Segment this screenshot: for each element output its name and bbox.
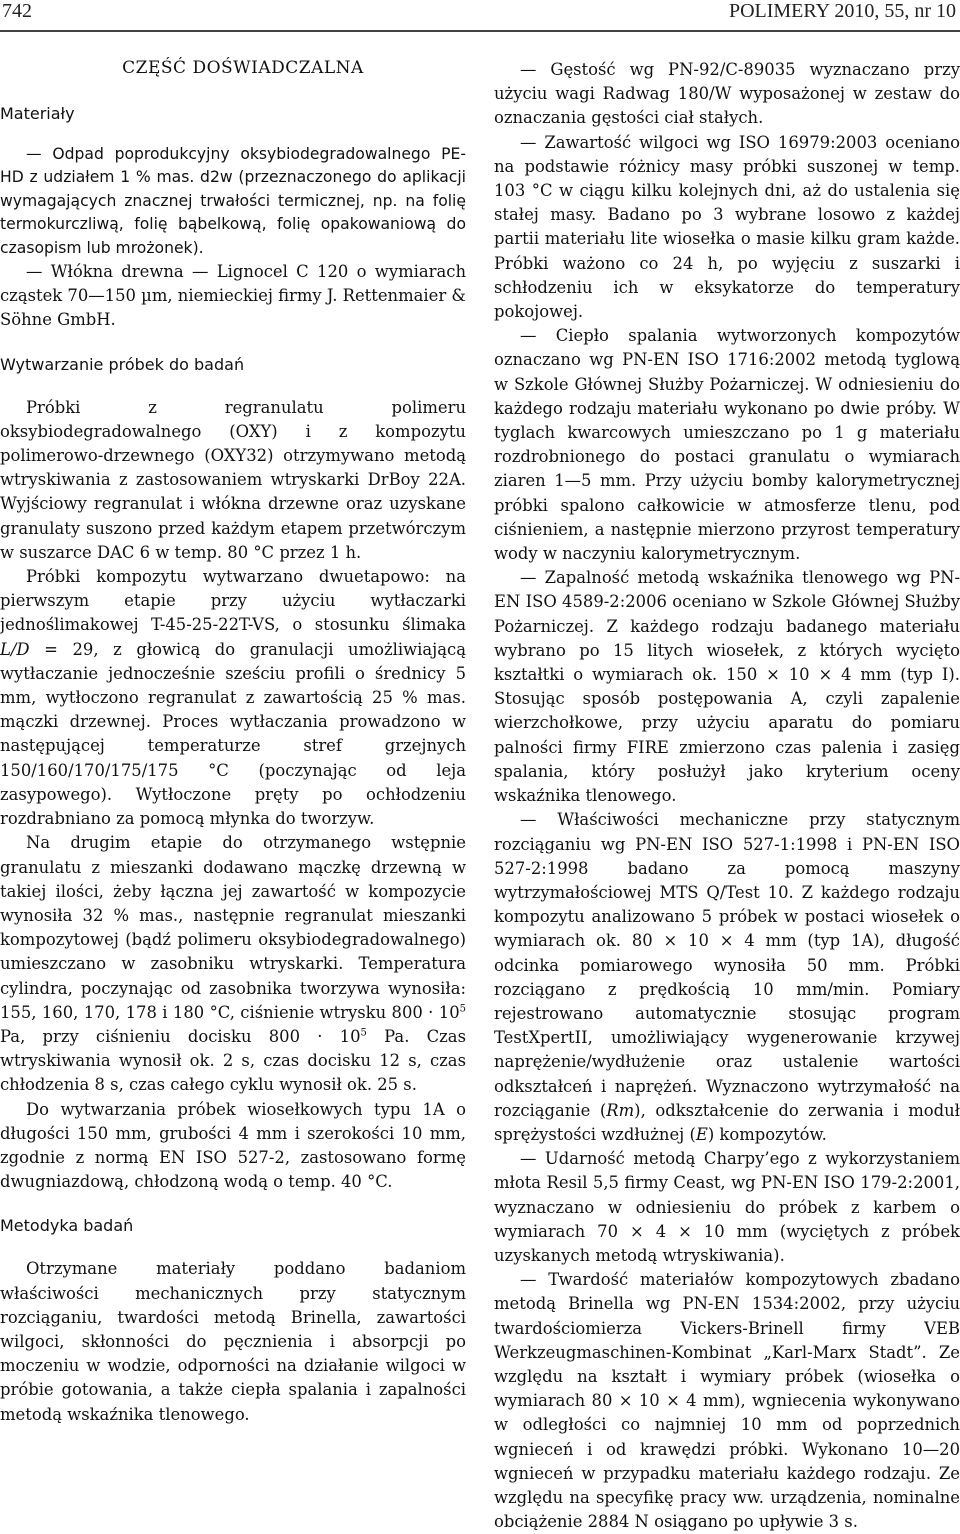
- journal-citation: POLIMERY 2010, 55, nr 10: [728, 0, 956, 22]
- heat-of-combustion-paragraph: — Ciepło spalania wytworzonych kompozytów oznaczano wg PN-EN ISO 1716:2002 metodą tyglową w Szkole Głównej Służby Pożarniczej. W odniesieniu do każdego rodzaju materiału wykonano po dwie próby. W tyglach kwarcowych umieszczano po 1 g materiału rozdrobnionego do postaci granulatu o wymiarach ziaren 1—5 mm. Przy użyciu bomby kalorymetrycznej próbki spalono całkowicie w atmosferze tlenu, pod ciśnieniem, a następnie mierzono przyrost temperatury wody w naczyniu kalorymetrycznym.: [494, 326, 960, 564]
- samples-paragraph-3: Na drugim etapie do otrzymanego wstępnie granulatu z mieszanki dodawano mączkę drzewną w takiej ilości, żeby łączna jej zawartość w kompozycie wynosiła 32 % mas., następnie regranulat mieszanki kompozytowej (bądź polimeru oksybiodegradowalnego) umieszczano w zasobniku wtryskarki. Temperatura cylindra, poczynając od zasobnika tworzywa wynosiła: 155, 160, 170, 178 i 180 °C, ciśnienie wtrysku $800 \cdot 10^5$ Pa, przy ciśnieniu docisku $800 \cdot 10^5$ Pa. Czas wtryskiwania wynosił ok. 2 s, czas docisku 12 s, czas chłodzenia 8 s, czas całego cyklu wynosił ok. 25 s.: [0, 833, 466, 1095]
- page-number: 742: [2, 0, 32, 22]
- tensile-properties-paragraph: — Właściwości mechaniczne przy statycznym rozciąganiu wg PN-EN ISO 527-1:1998 i PN-EN ISO 527-2:1998 badano za pomocą maszyny wytrzymałościowej MTS Q/Test 10. Z każdego rodzaju kompozytu analizowano 5 próbek w postaci wiosełek o wymiarach ok. 80 × 10 × 4 mm (typ 1A), długość odcinka pomiarowego wynosiła 50 mm. Próbki rozciągano z prędkością 10 mm/min. Pomiary rejestrowano automatycznie stosując program TestXpertII, umożliwiający wygenerowanie krzywej naprężenie/wydłużenie oraz ustalenie wartości odkształceń i naprężeń. Wyznaczono wytrzymałość na rozciąganie (Rm), odkształcenie do zerwania i moduł sprężystości wzdłużnej (E) kompozytów.: [494, 810, 960, 1144]
- moisture-paragraph: — Zawartość wilgoci wg ISO 16979:2003 oceniano na podstawie różnicy masy próbki suszonej w temp. 103 °C w ciągu kilku kolejnych dni, aż do ustalenia się stałej masy. Badano po 3 wybrane losowo z każdej partii materiału lite wiosełka o masie kilku gram każde. Próbki ważono co 24 h, po wyjęciu z suszarki i schłodzeniu ich w eksykatorze do temperatury pokojowej.: [494, 132, 960, 322]
- header-rule: [0, 30, 960, 32]
- density-paragraph: — Gęstość wg PN-92/C-89035 wyznaczano przy użyciu wagi Radwag 180/W wyposażonej w zestaw do oznaczania gęstości ciał stałych.: [494, 60, 960, 128]
- impact-strength-paragraph: — Udarność metodą Charpy’ego z wykorzystaniem młota Resil 5,5 firmy Ceast, wg PN-EN ISO 179-2:2001, wyznaczano w odniesieniu do próbek z karbem o wymiarach 70 × 4 × 10 mm (wyciętych z próbek uzyskanych metodą wtryskiwania).: [494, 1149, 960, 1265]
- materials-paragraph-1: — Odpad poprodukcyjny oksybiodegradowalnego PE-HD z udziałem 1 % mas. d2w (przeznaczonego do aplikacji wymagających znacznej trwałości termicznej, np. na folię termokurczliwą, folię bąbelkową, folię opakowaniową do czasopism lub mrożonek).: [0, 145, 466, 257]
- materials-heading: Materiały: [0, 104, 75, 123]
- samples-paragraph-4: Do wytwarzania próbek wiosełkowych typu 1A o długości 150 mm, grubości 4 mm i szerokości 10 mm, zgodnie z normą EN ISO 527-2, zastosowano formę dwugniazdową, chłodzoną wodą o temp. 40 °C.: [0, 1099, 466, 1192]
- samples-paragraph-2: Próbki kompozytu wytwarzano dwuetapowo: na pierwszym etapie przy użyciu wytłaczarki jednoślimakowej T-45-25-22T-VS, o stosunku ślimaka L/D = 29, z głowicą do granulacji umożliwiającą wytłaczanie jednocześnie sześciu profili o średnicy 5 mm, wytłoczono regranulat z zawartością 25 % mas. mączki drzewnej. Proces wytłaczania prowadzono w następującej temperaturze stref grzejnych 150/160/170/175/175 °C (poczynając od leja zasypowego). Wytłoczone pręty po ochłodzeniu rozdrabniano za pomocą młynka do tworzyw.: [0, 567, 466, 829]
- left-column: [0, 58, 466, 1427]
- oxygen-index-paragraph: — Zapalność metodą wskaźnika tlenowego wg PN-EN ISO 4589-2:2006 oceniano w Szkole Głównej Służby Pożarniczej. Z każdego rodzaju badanego materiału wybrano po 15 litych wiosełek, z których wycięto kształtki o wymiarach ok. 150 × 10 × 4 mm (typ I). Stosując sposób postępowania A, czyli zapalenie wierzchołkowe, przy użyciu aparatu do pomiaru palności firmy FIRE zmierzono czas palenia i zasięg spalania, który posłużył jako kryterium oceny wskaźnika tlenowego.: [494, 568, 960, 806]
- methods-heading: Metodyka badań: [0, 1216, 134, 1236]
- samples-heading: Wytwarzanie próbek do badań: [0, 354, 245, 374]
- section-title: CZĘŚĆ DOŚWIADCZALNA: [122, 58, 364, 78]
- materials-paragraph-2: — Włókna drewna — Lignocel C 120 o wymiarach cząstek 70—150 µm, niemieckiej firmy J. Rettenmaier & Söhne GmbH.: [0, 262, 466, 330]
- methods-paragraph-1: Otrzymane materiały poddano badaniom właściwości mechanicznych przy statycznym rozciąganiu, twardości metodą Brinella, zawartości wilgoci, skłonności do pęcznienia i absorpcji po moczeniu w wodzie, odporności na działanie wilgoci w próbie gotowania, a także ciepła spalania i zapalności metodą wskaźnika tlenowego.: [0, 1259, 466, 1424]
- right-column: [494, 58, 960, 1534]
- samples-paragraph-1: Próbki z regranulatu polimeru oksybiodegradowalnego (OXY) i z kompozytu polimerowo-drzewnego (OXY32) otrzymywano metodą wtryskiwania z zastosowaniem wtryskarki DrBoy 22A. Wyjściowy regranulat i włókna drzewne oraz uzyskane granulaty suszono przed każdym etapem przetwórczym w suszarce DAC 6 w temp. 80 °C przez 1 h.: [0, 397, 466, 562]
- hardness-paragraph: — Twardość materiałów kompozytowych zbadano metodą Brinella wg PN-EN 1534:2002, przy użyciu twardościomierza Vickers-Brinell firmy VEB Werkzeugmaschinen-Kombinat „Karl-Marx Stadt”. Ze względu na kształt i wymiary próbek (wiosełka o wymiarach 80 × 10 × 4 mm), wgniecenia wykonywano w odległości co najmniej 10 mm od poprzednich wgnieceń i od krawędzi próbki. Wykonano 10—20 wgnieceń w przypadku materiału każdego rodzaju. Ze względu na specyfikę pracy ww. urządzenia, nominalne obciążenie 2884 N osiągano po upływie 3 s.: [494, 1270, 960, 1532]
